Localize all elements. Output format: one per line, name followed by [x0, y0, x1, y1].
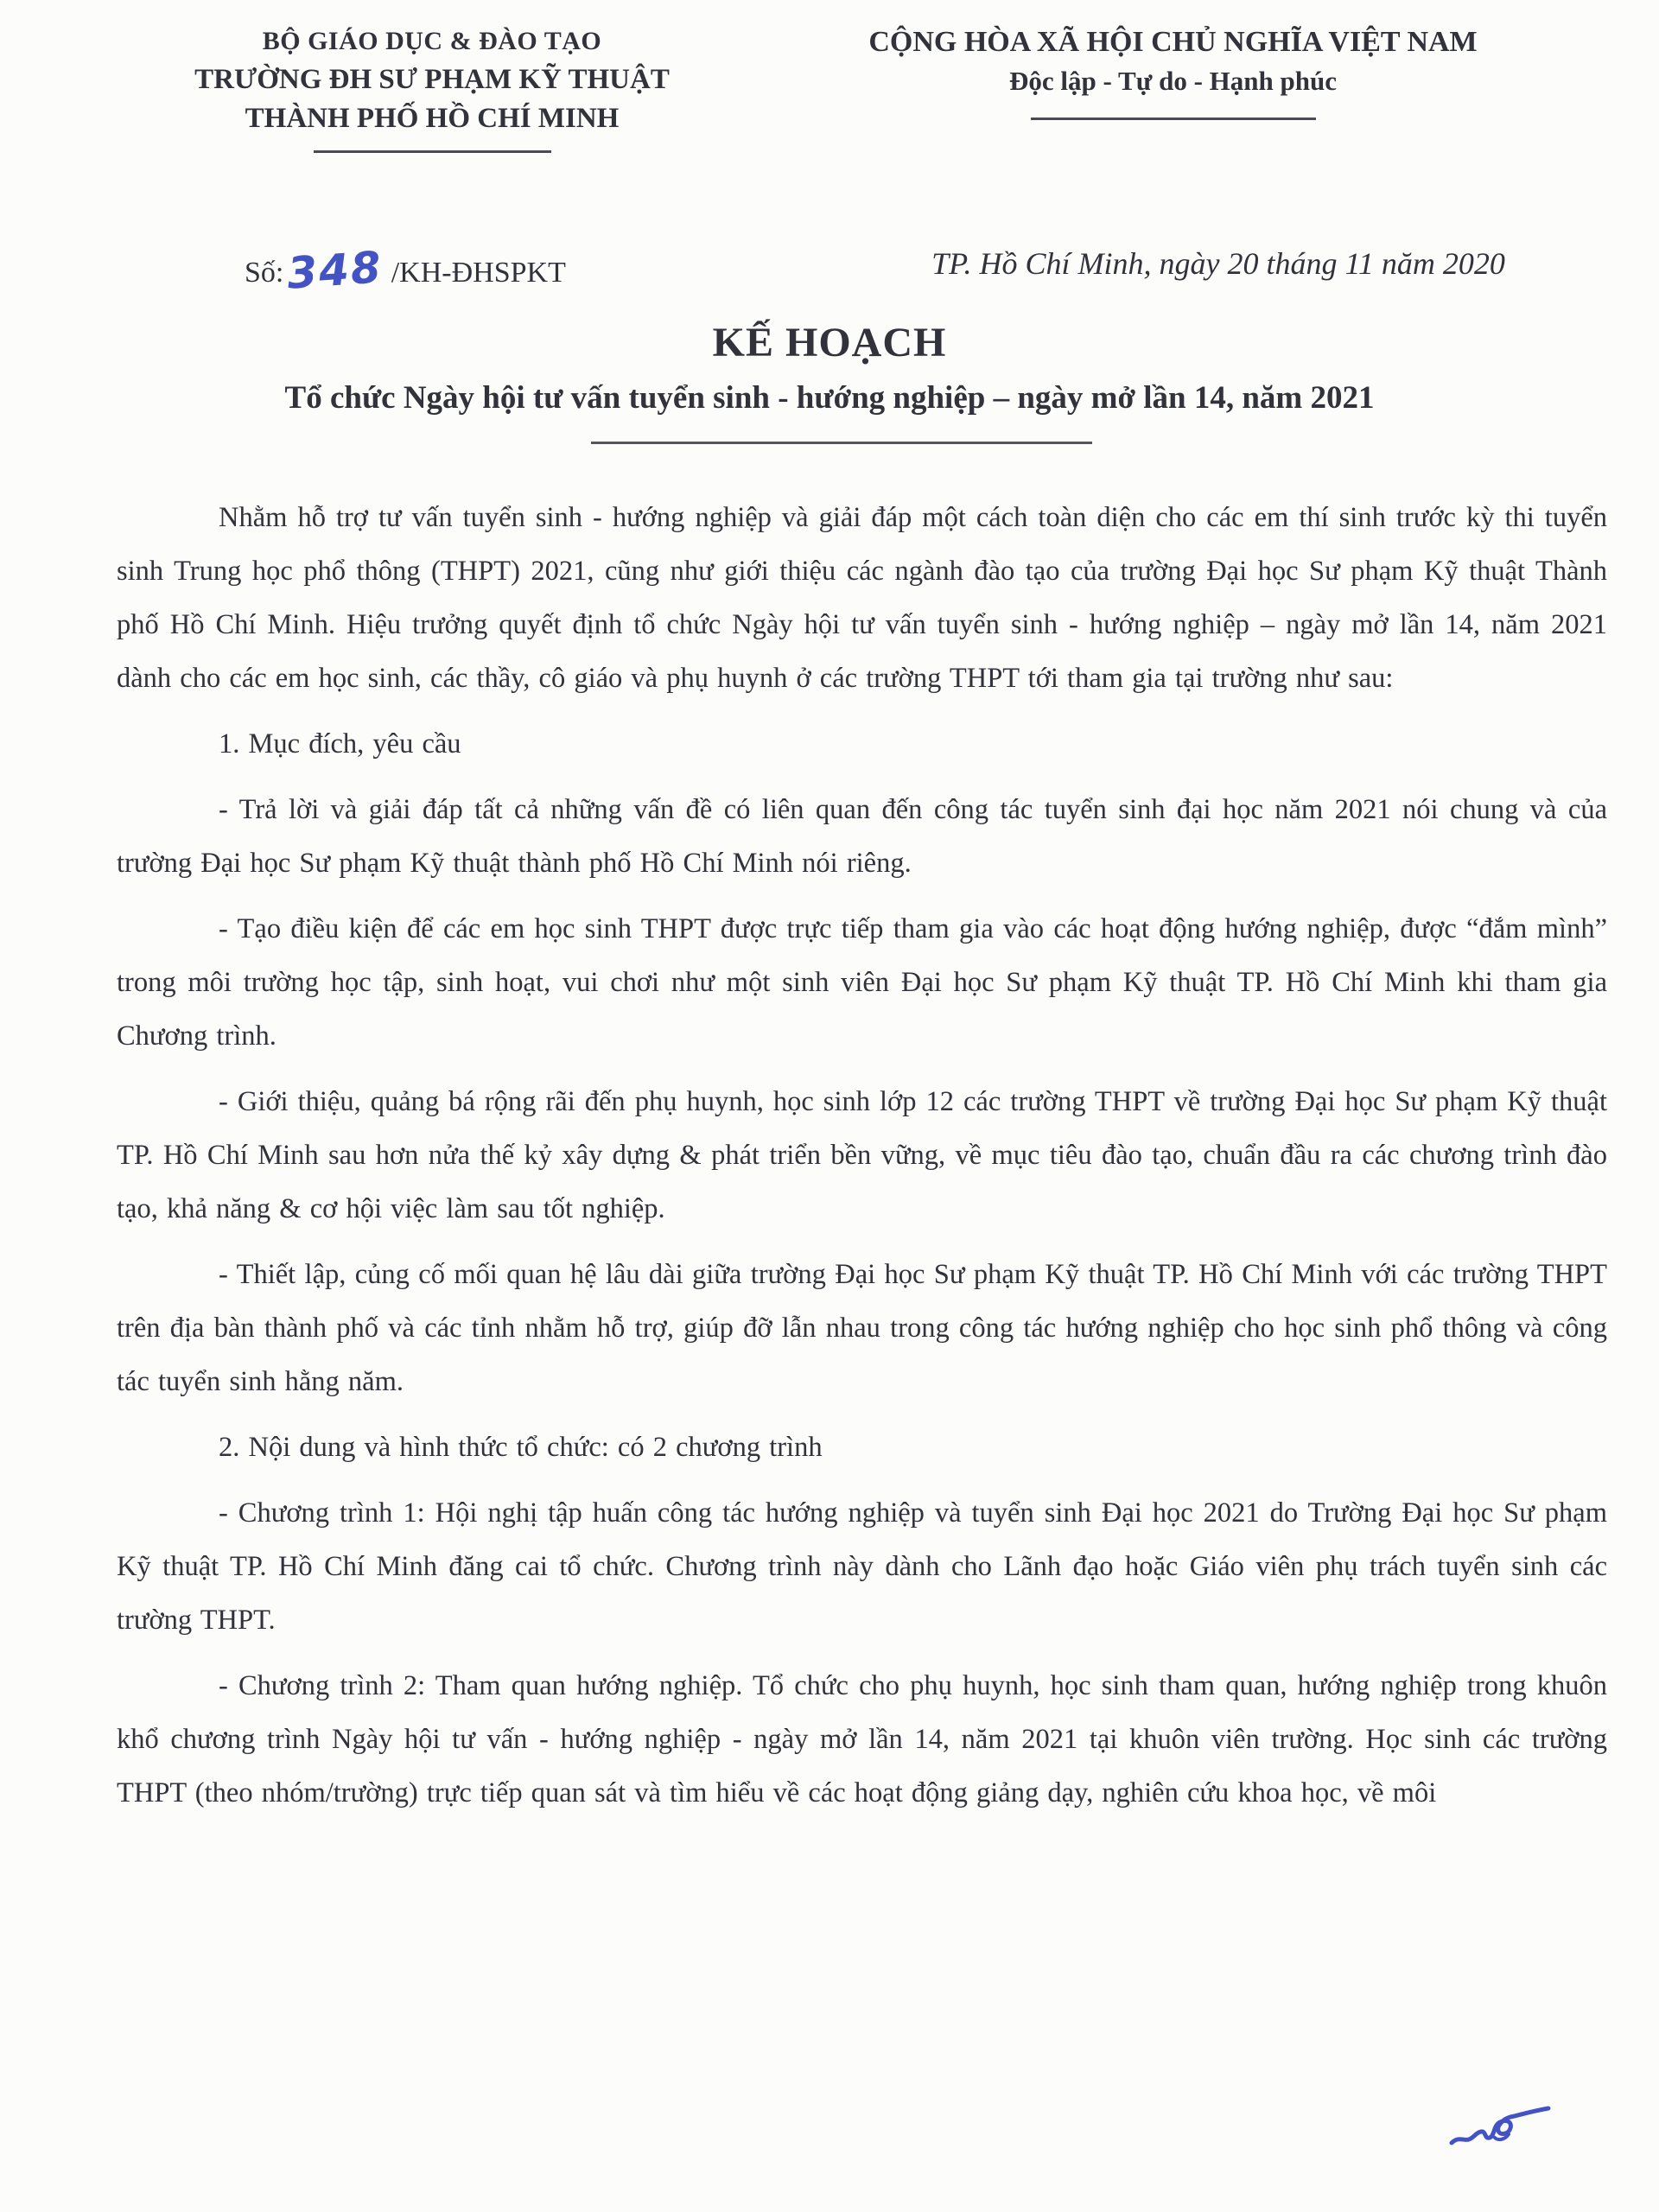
para-chuong-trinh-2: - Chương trình 2: Tham quan hướng nghiệp. Tổ chức cho phụ huynh, học sinh tham quan, hướng nghiệp trong khuôn khổ chương trình Ngày hội tư vấn - hướng nghiệp - ngày mở lần 14, năm 2021 tại khuôn viên trường. Học sinh các trường THPT (theo nhóm/trường) trực tiếp quan sát và tìm hiểu về các hoạt động giảng dạy, nghiên cứu khoa học, về môi: [117, 1670, 1607, 1808]
issuing-organization-block: [125, 22, 739, 153]
national-title: CỘNG HÒA XÃ HỘI CHỦ NGHĨA VIỆT NAM: [868, 26, 1478, 58]
para-tra-loi-giai-dap: - Trả lời và giải đáp tất cả những vấn đề có liên quan đến công tác tuyển sinh đại học năm 2021 nói chung và của trường Đại học Sư phạm Kỹ thuật thành phố Hồ Chí Minh nói riêng.: [117, 794, 1607, 879]
doc-number-handwritten-value: 348: [285, 242, 385, 299]
place-and-date: TP. Hồ Chí Minh, ngày 20 tháng 11 năm 2020: [931, 246, 1505, 281]
university-city: THÀNH PHỐ HỒ CHÍ MINH: [245, 103, 620, 134]
reference-row: [0, 232, 1659, 299]
national-motto: Độc lập - Tự do - Hạnh phúc: [1009, 66, 1337, 96]
para-intro: Nhằm hỗ trợ tư vấn tuyển sinh - hướng nghiệp và giải đáp một cách toàn diện cho các em thí sinh trước kỳ thi tuyển sinh Trung học phổ thông (THPT) 2021, cũng như giới thiệu các ngành đào tạo của trường Đại học Sư phạm Kỹ thuật Thành phố Hồ Chí Minh. Hiệu trưởng quyết định tổ chức Ngày hội tư vấn tuyển sinh - hướng nghiệp – ngày mở lần 14, năm 2021 dành cho các em học sinh, các thầy, cô giáo và phụ huynh ở các trường THPT tới tham gia tại trường như sau:: [117, 502, 1607, 694]
document-body: [0, 491, 1659, 1820]
heading-noi-dung-hinh-thuc: 2. Nội dung và hình thức tổ chức: có 2 chương trình: [219, 1432, 823, 1463]
document-number: [245, 242, 566, 299]
motto-divider-line: [1031, 118, 1316, 120]
document-title: KẾ HOẠCH: [712, 320, 947, 365]
ministry-name: BỘ GIÁO DỤC & ĐÀO TẠO: [262, 27, 602, 55]
para-thiet-lap-quan-he: - Thiết lập, củng cố mối quan hệ lâu dài giữa trường Đại học Sư phạm Kỹ thuật TP. Hồ Chí Minh với các trường THPT trên địa bàn thành phố và các tỉnh nhằm hỗ trợ, giúp đỡ lẫn nhau trong công tác hướng nghiệp cho học sinh phổ thông và công tác tuyển sinh hằng năm.: [117, 1259, 1607, 1397]
title-divider-line: [591, 442, 1092, 444]
title-block: [0, 319, 1659, 444]
heading-muc-dich-yeu-cau: 1. Mục đích, yêu cầu: [219, 728, 461, 760]
university-name: TRƯỜNG ĐH SƯ PHẠM KỸ THUẬT: [194, 64, 670, 95]
para-tao-dieu-kien: - Tạo điều kiện để các em học sinh THPT được trực tiếp tham gia vào các hoạt động hướng nghiệp, được “đắm mình” trong môi trường học tập, sinh hoạt, vui chơi như một sinh viên Đại học Sư phạm Kỹ thuật TP. Hồ Chí Minh khi tham gia Chương trình.: [117, 913, 1607, 1052]
document-header: [0, 0, 1659, 223]
org-divider-line: [314, 150, 551, 153]
doc-number-symbol: /KH-ĐHSPKT: [391, 257, 566, 289]
document-subtitle: Tổ chức Ngày hội tư vấn tuyển sinh - hướng nghiệp – ngày mở lần 14, năm 2021: [284, 380, 1375, 416]
national-motto-block: [791, 22, 1555, 120]
para-gioi-thieu-quang-ba: - Giới thiệu, quảng bá rộng rãi đến phụ huynh, học sinh lớp 12 các trường THPT về trường Đại học Sư phạm Kỹ thuật TP. Hồ Chí Minh sau hơn nửa thế kỷ xây dựng & phát triển bền vững, về mục tiêu đào tạo, chuẩn đầu ra các chương trình đào tạo, khả năng & cơ hội việc làm sau tốt nghiệp.: [117, 1086, 1607, 1224]
handwritten-initial-mark: [1446, 2105, 1554, 2158]
doc-number-label: Số:: [245, 257, 284, 289]
para-chuong-trinh-1: - Chương trình 1: Hội nghị tập huấn công tác hướng nghiệp và tuyển sinh Đại học 2021 do Trường Đại học Sư phạm Kỹ thuật TP. Hồ Chí Minh đăng cai tổ chức. Chương trình này dành cho Lãnh đạo hoặc Giáo viên phụ trách tuyển sinh các trường THPT.: [117, 1497, 1607, 1636]
